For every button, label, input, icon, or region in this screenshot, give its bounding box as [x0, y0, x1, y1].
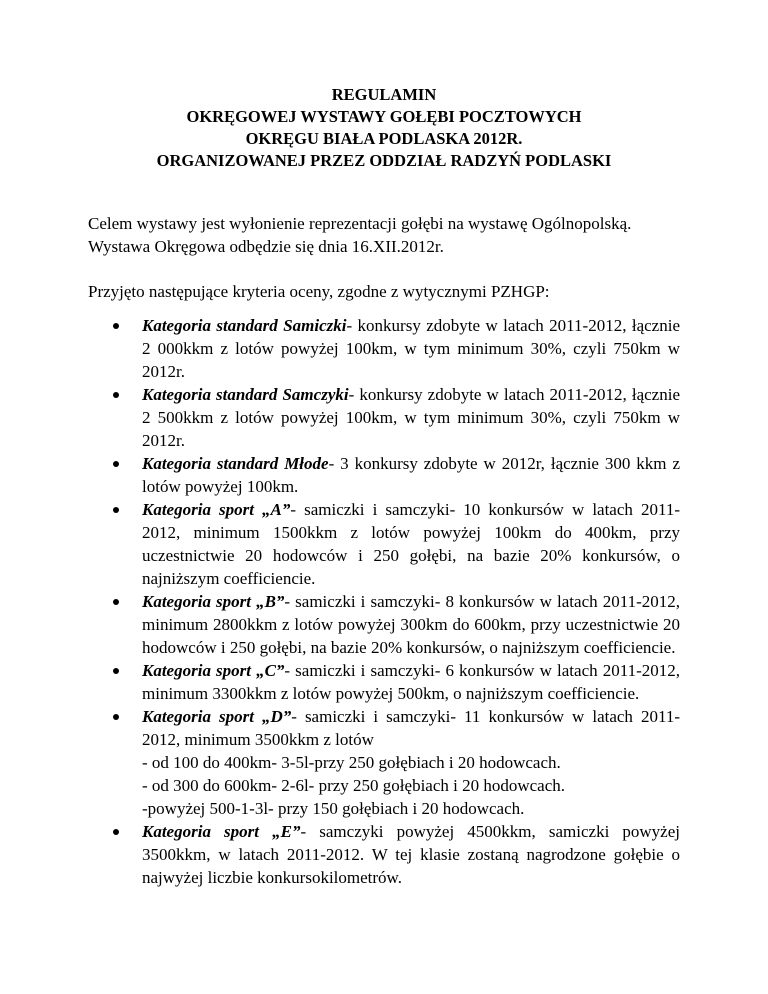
category-subline: - od 300 do 600km- 2-6l- przy 250 gołębiach i 20 hodowcach.: [142, 776, 566, 795]
category-name: Kategoria sport „E”: [142, 822, 301, 841]
category-name: Kategoria sport „D”: [142, 707, 292, 726]
criteria-item: [142, 705, 680, 820]
bullet-icon: [113, 507, 119, 513]
criteria-item: [142, 452, 680, 498]
category-subline: - od 100 do 400km- 3-5l-przy 250 gołębiach i 20 hodowcach.: [142, 753, 561, 772]
criteria-item: [142, 498, 680, 590]
category-name: Kategoria standard Samiczki: [142, 316, 347, 335]
category-text: - samiczki i samczyki- 6 konkursów w latach 2011-2012, minimum 3300kkm z lotów powyżej 500km, o najniższym coefficiencie.: [142, 661, 680, 703]
category-text: - 3 konkursy zdobyte w 2012r, łącznie 300 kkm z lotów powyżej 100km.: [142, 454, 680, 496]
category-name: Kategoria standard Samczyki: [142, 385, 349, 404]
bullet-icon: [113, 668, 119, 674]
document-heading: [88, 84, 680, 172]
category-name: Kategoria sport „C”: [142, 661, 285, 680]
category-subline: -powyżej 500-1-3l- przy 150 gołębiach i 20 hodowcach.: [142, 799, 525, 818]
heading-line-1: REGULAMIN: [331, 85, 437, 104]
bullet-icon: [113, 461, 119, 467]
category-text: - samiczki i samczyki- 10 konkursów w latach 2011-2012, minimum 1500kkm z lotów powyżej 100km do 400km, przy uczestnictwie 20 hodowców i 250 gołębi, na bazie 20% konkursów, o najniższym coefficiencie.: [142, 500, 680, 588]
heading-line-2: OKRĘGOWEJ WYSTAWY GOŁĘBI POCZTOWYCH: [186, 107, 582, 126]
category-name: Kategoria standard Młode: [142, 454, 329, 473]
heading-line-4: ORGANIZOWANEJ PRZEZ ODDZIAŁ RADZYŃ PODLASKI: [156, 151, 612, 170]
bullet-icon: [113, 392, 119, 398]
category-text: - samiczki i samczyki- 11 konkursów w latach 2011-2012, minimum 3500kkm z lotów: [142, 707, 680, 749]
category-text: - konkursy zdobyte w latach 2011-2012, łącznie 2 500kkm z lotów powyżej 100km, w tym minimum 30%, czyli 750km w 2012r.: [142, 385, 680, 450]
bullet-icon: [113, 829, 119, 835]
criteria-item: [142, 383, 680, 452]
criteria-item: [142, 590, 680, 659]
category-text: - samiczki i samczyki- 8 konkursów w latach 2011-2012, minimum 2800kkm z lotów powyżej 300km do 600km, przy uczestnictwie 20 hodowców i 250 gołębi, na bazie 20% konkursów, o najniższym coefficiencie.: [142, 592, 680, 657]
heading-line-3: OKRĘGU BIAŁA PODLASKA 2012R.: [245, 129, 523, 148]
category-name: Kategoria sport „B”: [142, 592, 285, 611]
criteria-list: [88, 314, 680, 889]
category-text: - konkursy zdobyte w latach 2011-2012, łącznie 2 000kkm z lotów powyżej 100km, w tym minimum 30%, czyli 750km w 2012r.: [142, 316, 680, 381]
bullet-icon: [113, 714, 119, 720]
criteria-item: [142, 314, 680, 383]
category-name: Kategoria sport „A”: [142, 500, 291, 519]
bullet-icon: [113, 599, 119, 605]
intro-paragraph: [88, 212, 680, 258]
criteria-item: [142, 820, 680, 889]
category-text: - samczyki powyżej 4500kkm, samiczki powyżej 3500kkm, w latach 2011-2012. W tej klasie zostaną nagrodzone gołębie o najwyżej liczbie konkursokilometrów.: [142, 822, 681, 887]
criteria-item: [142, 659, 680, 705]
criteria-intro: Przyjęto następujące kryteria oceny, zgodne z wytycznymi PZHGP:: [88, 282, 550, 301]
intro-line-2: Wystawa Okręgowa odbędzie się dnia 16.XII.2012r.: [88, 237, 444, 256]
intro-line-1: Celem wystawy jest wyłonienie reprezentacji gołębi na wystawę Ogólnopolską.: [88, 214, 632, 233]
bullet-icon: [113, 323, 119, 329]
